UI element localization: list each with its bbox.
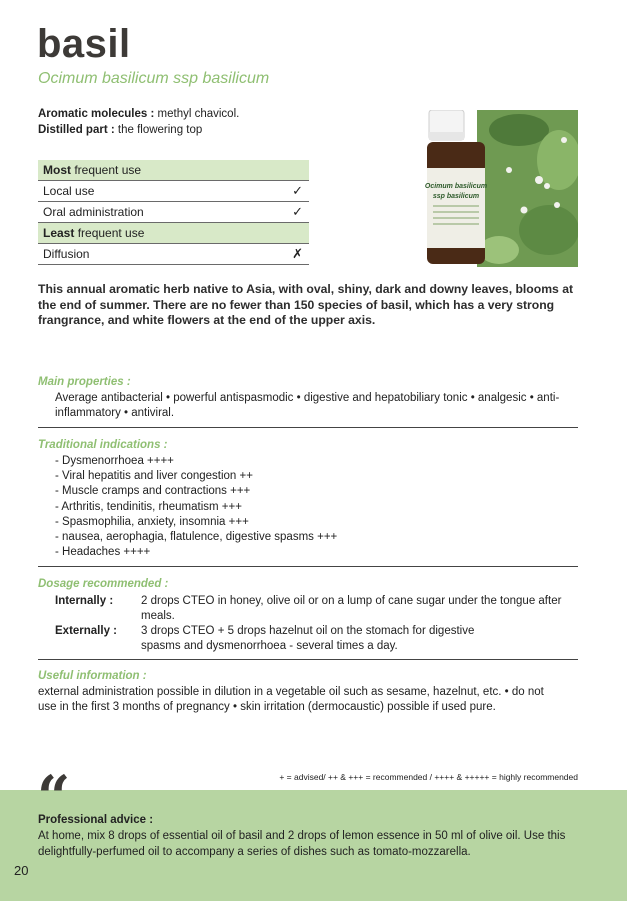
distilled-part — [38, 124, 202, 136]
advice-text: At home, mix 8 drops of essential oil of basil and 2 drops of lemon essence in 50 ml of olive oil. Use this delightfully-perfumed oil to accompany a series of dishes such as tomato-mozzarella. — [38, 830, 566, 858]
distilled-value: the flowering top — [114, 124, 203, 136]
legend: + = advised/ ++ & +++ = recommended / ++++ & +++++ = highly recommended — [279, 772, 578, 782]
product-photo — [399, 110, 578, 267]
aromatic-label: Aromatic molecules : — [38, 108, 155, 120]
list-item: - Muscle cramps and contractions +++ — [55, 485, 251, 497]
externally-text: 3 drops CTEO + 5 drops hazelnut oil on the stomach for digestive — [141, 625, 475, 637]
list-item: - Headaches ++++ — [55, 546, 151, 558]
section-divider — [38, 427, 578, 428]
usage-label: Local use — [38, 181, 268, 202]
list-item: - Viral hepatitis and liver congestion ++ — [55, 470, 253, 482]
check-icon: ✓ — [268, 202, 309, 223]
usage-row — [38, 202, 309, 223]
least-rest: frequent use — [74, 226, 145, 240]
usage-label: Diffusion — [38, 244, 268, 265]
section-divider — [38, 566, 578, 567]
usage-row — [38, 244, 309, 265]
externally-label: Externally : — [55, 625, 117, 637]
page-number: 20 — [14, 863, 29, 878]
useful-info-text: external administration possible in dilution in a vegetable oil such as sesame, hazelnut, etc. • do not use in the first 3 months of pregnancy • skin irritation (dermocaustic) possible if used pure. — [38, 686, 544, 714]
usage-table — [38, 160, 309, 265]
aromatic-value: methyl chavicol. — [154, 108, 240, 120]
least-frequent-header — [38, 223, 309, 244]
intro-paragraph: This annual aromatic herb native to Asia, with oval, shiny, dark and downy leaves, blooms at the end of summer. There are no fewer than 150 species of basil, which has a very strong frangrance, and white flowers at the end of the upper axis. — [38, 282, 574, 327]
bottle-label-line2: ssp basilicum — [432, 193, 480, 200]
advice-heading: Professional advice : — [38, 814, 154, 826]
externally-text-continued: spasms and dysmenorrhoea - several times a day. — [141, 640, 398, 652]
list-item: - Spasmophilia, anxiety, insomnia +++ — [55, 516, 249, 528]
list-item: - Arthritis, tendinitis, rheumatism +++ — [55, 501, 242, 513]
useful-info-heading: Useful information : — [38, 670, 147, 682]
main-properties-heading: Main properties : — [38, 376, 131, 388]
page-title: basil — [37, 22, 131, 66]
most-bold: Most — [43, 163, 71, 177]
list-item: - Dysmenorrhoea ++++ — [55, 455, 174, 467]
section-divider — [38, 659, 578, 660]
least-bold: Least — [43, 226, 75, 240]
aromatic-molecules — [38, 108, 239, 120]
traditional-heading: Traditional indications : — [38, 439, 168, 451]
list-item: - nausea, aerophagia, flatulence, digestive spasms +++ — [55, 531, 338, 543]
basil-bottle-illustration — [399, 110, 578, 267]
dosage-heading: Dosage recommended : — [38, 578, 169, 590]
quote-mark-icon: “ — [37, 763, 71, 831]
most-frequent-header — [38, 160, 309, 181]
bottle-label-line1: Ocimum basilicum — [424, 183, 488, 190]
usage-label: Oral administration — [38, 202, 268, 223]
latin-name: Ocimum basilicum ssp basilicum — [38, 70, 270, 87]
cross-icon: ✗ — [268, 244, 309, 265]
internally-label: Internally : — [55, 595, 114, 607]
distilled-label: Distilled part : — [38, 124, 115, 136]
check-icon: ✓ — [268, 181, 309, 202]
internally-text: 2 drops CTEO in honey, olive oil or on a lump of cane sugar under the tongue after meals. — [141, 595, 562, 623]
most-rest: frequent use — [71, 163, 142, 177]
main-properties-text: Average antibacterial • powerful antispasmodic • digestive and hepatobiliary tonic • analgesic • anti-inflammatory • antiviral. — [55, 392, 560, 420]
usage-row — [38, 181, 309, 202]
